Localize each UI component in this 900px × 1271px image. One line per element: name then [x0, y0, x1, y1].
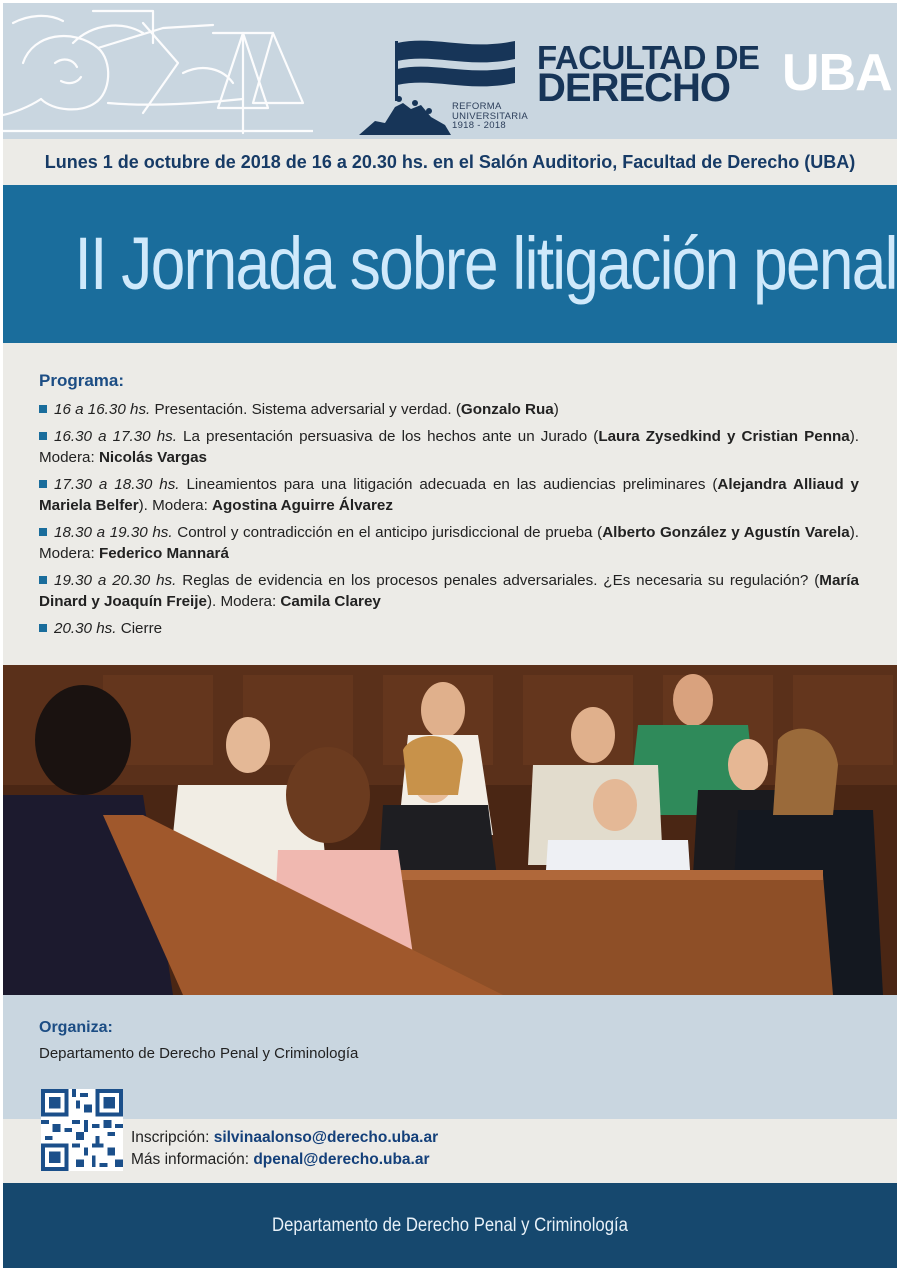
program-item-time: 16.30 a 17.30 hs. [54, 428, 177, 445]
program-item-speakers: Laura Zysedkind y Cristian Penna [598, 428, 850, 445]
reforma-years: 1918 - 2018 [452, 120, 507, 131]
courtroom-jury-photo [3, 665, 897, 995]
inscription-label: Inscripción: [131, 1129, 214, 1146]
program-item-text: La presentación persuasiva de los hechos ante un Jurado ( [176, 428, 599, 445]
program-heading: Programa: [39, 371, 125, 390]
faculty-line-1: FACULTAD DE [537, 39, 760, 76]
square-bullet-icon [39, 480, 47, 488]
inscription-line [131, 1127, 438, 1149]
event-date-line: Lunes 1 de octubre de 2018 de 16 a 20.30 hs. en el Salón Auditorio, Facultad de Derecho (UBA) [3, 139, 897, 185]
program-item-moderator: Camila Clarey [280, 593, 381, 610]
program-item [39, 570, 859, 612]
program-item-time: 17.30 a 18.30 hs. [54, 476, 180, 493]
square-bullet-icon [39, 624, 47, 632]
organizer-department: Departamento de Derecho Penal y Criminología [39, 1045, 359, 1062]
reforma-universitaria-label [452, 102, 528, 131]
event-title: II Jornada sobre litigación penal [74, 222, 897, 305]
inscription-email-link[interactable]: silvinaalonso@derecho.uba.ar [213, 1129, 439, 1146]
program-item-text: Reglas de evidencia en los procesos penales adversariales. ¿Es necesaria su regulación? ( [176, 572, 820, 589]
organizer-section [3, 995, 897, 1119]
footer-department: Departamento de Derecho Penal y Criminología [272, 1215, 628, 1236]
program-item [39, 522, 859, 564]
program-item-moderator: Agostina Aguirre Álvarez [212, 497, 393, 514]
square-bullet-icon [39, 405, 47, 413]
header-band [3, 3, 897, 139]
program-item-tail: ). Modera: [39, 524, 859, 562]
reforma-line-2: UNIVERSITARIA [452, 110, 529, 122]
program-item-time: 20.30 hs. [54, 620, 117, 637]
program-item-time: 19.30 a 20.30 hs. [54, 572, 177, 589]
program-item-tail: ) [553, 401, 559, 418]
program-item-speakers: Alejandra Alliaud y Mariela Belfer [39, 476, 859, 514]
program-section [3, 343, 897, 665]
program-item-time: 18.30 a 19.30 hs. [54, 524, 173, 541]
program-item [39, 426, 859, 468]
square-bullet-icon [39, 432, 47, 440]
program-item-speakers: María Dinard y Joaquín Freije [39, 572, 859, 610]
program-item-text: Lineamientos para una litigación adecuada en las audiencias preliminares ( [179, 476, 718, 493]
info-email-link[interactable]: dpenal@derecho.uba.ar [253, 1151, 430, 1168]
program-item [39, 618, 859, 639]
program-item [39, 474, 859, 516]
program-item-speakers: Gonzalo Rua [460, 401, 554, 418]
reforma-line-1: REFORMA [452, 101, 502, 112]
faculty-line-2: DERECHO [537, 66, 731, 110]
square-bullet-icon [39, 528, 47, 536]
program-item [39, 399, 859, 420]
faculty-name [537, 39, 760, 110]
program-item-tail: ). Modera: [39, 428, 859, 466]
program-item-text: Presentación. Sistema adversarial y verdad. ( [150, 401, 461, 418]
event-poster [3, 3, 897, 1268]
square-bullet-icon [39, 576, 47, 584]
program-item-time: 16 a 16.30 hs. [54, 401, 151, 418]
program-item-moderator: Federico Mannará [98, 545, 229, 562]
contact-info [131, 1127, 438, 1171]
info-line [131, 1149, 438, 1171]
organizer-heading: Organiza: [39, 1019, 113, 1036]
program-list [39, 399, 859, 645]
info-label: Más información: [131, 1151, 254, 1168]
program-item-tail: ). Modera: [206, 593, 281, 610]
uba-wordmark: UBA [782, 44, 892, 102]
program-item-moderator: Nicolás Vargas [98, 449, 207, 466]
program-item-tail: ). Modera: [138, 497, 213, 514]
title-band [3, 185, 897, 343]
program-item-speakers: Alberto González y Agustín Varela [602, 524, 850, 541]
footer-band [3, 1183, 897, 1268]
program-item-text: Control y contradicción en el anticipo jurisdiccional de prueba ( [172, 524, 603, 541]
qr-code [41, 1089, 123, 1171]
justice-scales-illustration [3, 3, 313, 139]
program-item-text: Cierre [116, 620, 163, 637]
